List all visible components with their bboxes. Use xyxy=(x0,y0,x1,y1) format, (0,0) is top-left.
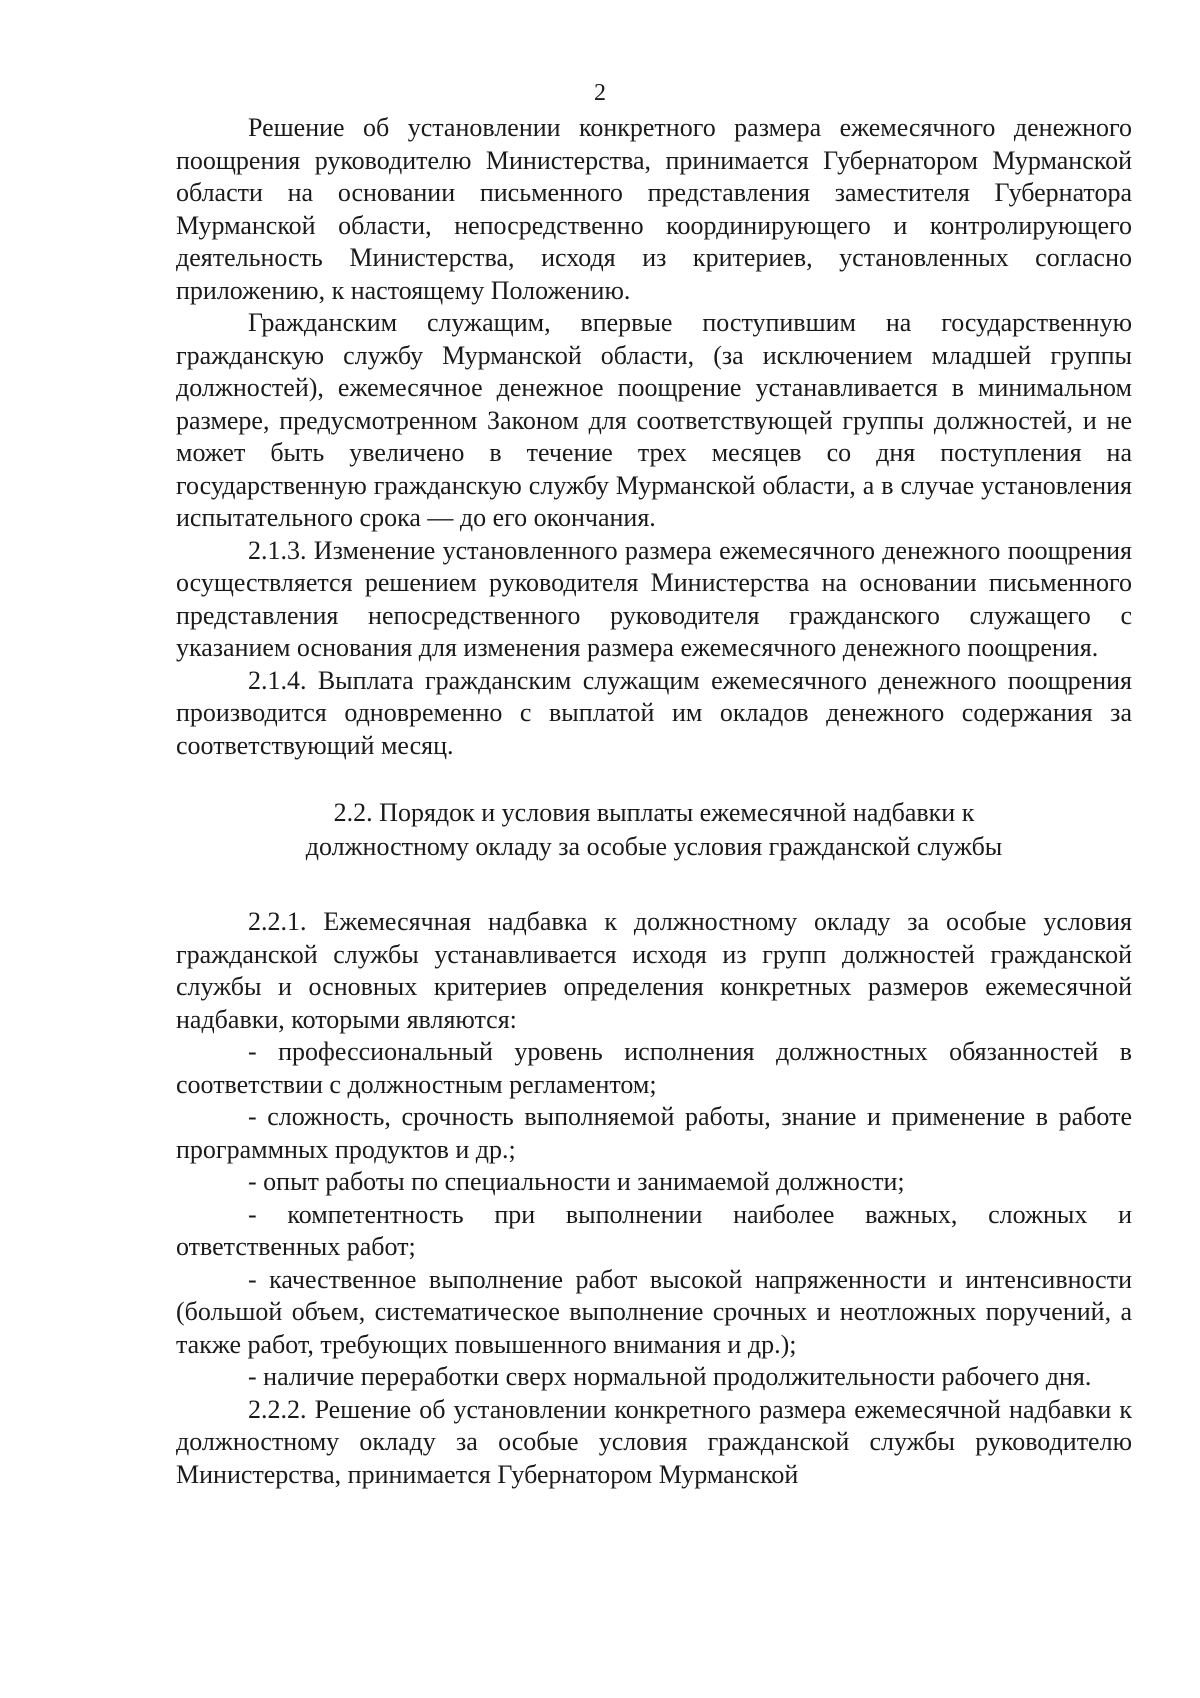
page-number: 2 xyxy=(594,80,606,106)
section-heading-line-2: должностному окладу за особые условия гражданской службы xyxy=(305,832,1003,861)
paragraph-2-2-2: 2.2.2. Решение об установлении конкретного размера ежемесячной надбавки к должностному окладу за особые условия гражданской службы руководителю Министерства, принимается Губернатором Мурманской xyxy=(176,1394,1132,1489)
document-body xyxy=(176,112,1132,1491)
paragraph-2-1-3: 2.1.3. Изменение установленного размера ежемесячного денежного поощрения осуществляется решением руководителя Министерства на основании письменного представления непосредственного руководителя гражданского служащего с указанием основания для изменения размера ежемесячного денежного поощрения. xyxy=(176,535,1132,662)
criteria-item-competence: - компетентность при выполнении наиболее важных, сложных и ответственных работ; xyxy=(176,1199,1132,1261)
section-heading-2-2 xyxy=(176,796,1132,864)
section-heading-line-1: 2.2. Порядок и условия выплаты ежемесячной надбавки к xyxy=(333,798,975,827)
criteria-item-overtime: - наличие переработки сверх нормальной продолжительности рабочего дня. xyxy=(248,1362,1092,1391)
paragraph-decision-head-ministry: Решение об установлении конкретного размера ежемесячного денежного поощрения руководителю Министерства, принимается Губернатором Мурманской области на основании письменного представления заместителя Губернатора Мурманской области, непосредственно координирующего и контролирующего деятельность Министерства, исходя из критериев, установленных согласно приложению, к настоящему Положению. xyxy=(176,113,1132,305)
criteria-item-quality: - качественное выполнение работ высокой напряженности и интенсивности (большой объем, систематическое выполнение срочных и неотложных поручений, а также работ, требующих повышенного внимания и др.); xyxy=(176,1264,1132,1359)
paragraph-new-civil-servants: Гражданским служащим, впервые поступившим на государственную гражданскую службу Мурманской области, (за исключением младшей группы должностей), ежемесячное денежное поощрение устанавливается в минимальном размере, предусмотренном Законом для соответствующей группы должностей, и не может быть увеличено в течение трех месяцев со дня поступления на государственную гражданскую службу Мурманской области, а в случае установления испытательного срока — до его окончания. xyxy=(176,308,1132,532)
criteria-item-professional-level: - профессиональный уровень исполнения должностных обязанностей в соответствии с должностным регламентом; xyxy=(176,1037,1132,1099)
paragraph-2-2-1: 2.2.1. Ежемесячная надбавка к должностному окладу за особые условия гражданской службы устанавливается исходя из групп должностей гражданской службы и основных критериев определения конкретных размеров ежемесячной надбавки, которыми являются: xyxy=(176,907,1132,1034)
paragraph-2-1-4: 2.1.4. Выплата гражданским служащим ежемесячного денежного поощрения производится одновременно с выплатой им окладов денежного содержания за соответствующий месяц. xyxy=(176,665,1132,760)
criteria-item-complexity: - сложность, срочность выполняемой работы, знание и применение в работе программных продуктов и др.; xyxy=(176,1102,1132,1164)
criteria-item-experience: - опыт работы по специальности и занимаемой должности; xyxy=(248,1167,905,1196)
